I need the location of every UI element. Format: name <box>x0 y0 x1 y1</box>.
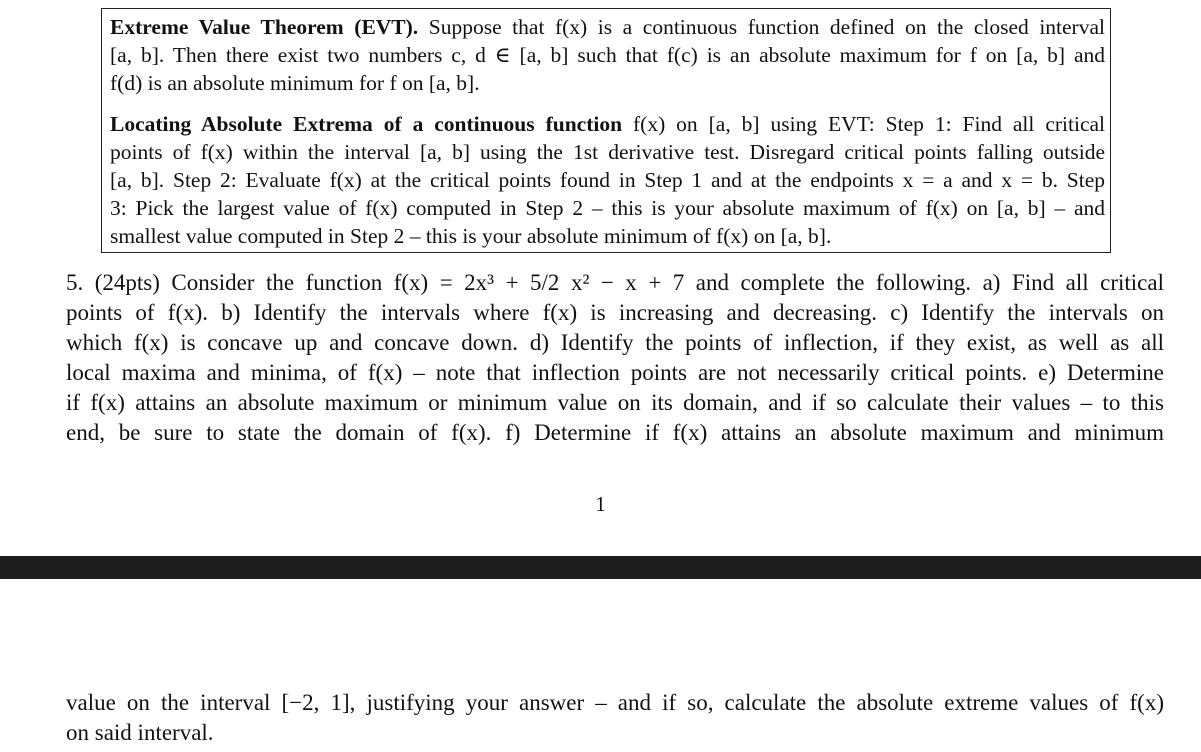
evt-line-2: [a, b]. Then there exist two numbers c, d ∈ [a, b] such that f(c) is an absolute maximum for f on [a, b] and <box>110 43 1105 67</box>
problem-5-continued <box>66 688 1164 748</box>
page-separator <box>0 556 1201 579</box>
locating-line-4: 3: Pick the largest value of f(x) computed in Step 2 – this is your absolute maximum of f(x) on [a, b] – and <box>110 196 1105 220</box>
locating-line-3: [a, b]. Step 2: Evaluate f(x) at the critical points found in Step 1 and at the endpoints x = a and x = b. Step <box>110 168 1105 192</box>
problem-line-6: end, be sure to state the domain of f(x). f) Determine if f(x) attains an absolute maximum and minimum <box>66 420 1164 445</box>
locating-line-1: f(x) on [a, b] using EVT: Step 1: Find all critical <box>633 112 1105 136</box>
locating-line-5: smallest value computed in Step 2 – this is your absolute minimum of f(x) on [a, b]. <box>110 224 832 248</box>
continuation-line-2: on said interval. <box>66 720 214 745</box>
locating-paragraph <box>110 110 1105 250</box>
evt-title: Extreme Value Theorem (EVT). <box>110 15 419 39</box>
problem-5 <box>66 268 1164 448</box>
evt-paragraph <box>110 13 1105 97</box>
problem-line-4: local maxima and minima, of f(x) – note that inflection points are not necessarily critical points. e) Determine <box>66 360 1164 385</box>
evt-line-3: f(d) is an absolute minimum for f on [a, b]. <box>110 71 480 95</box>
evt-line-1: Suppose that f(x) is a continuous function defined on the closed interval <box>428 15 1105 39</box>
locating-title: Locating Absolute Extrema of a continuous function <box>110 112 623 136</box>
problem-line-5: if f(x) attains an absolute maximum or minimum value on its domain, and if so calculate their values – to this <box>66 390 1164 415</box>
problem-line-2: points of f(x). b) Identify the intervals where f(x) is increasing and decreasing. c) Identify the intervals on <box>66 300 1164 325</box>
problem-line-3: which f(x) is concave up and concave down. d) Identify the points of inflection, if they exist, as well as all <box>66 330 1164 355</box>
page-number: 1 <box>595 492 606 516</box>
locating-line-2: points of f(x) within the interval [a, b] using the 1st derivative test. Disregard critical points falling outside <box>110 140 1105 164</box>
continuation-line-1: value on the interval [−2, 1], justifying your answer – and if so, calculate the absolute extreme values of f(x) <box>66 690 1164 715</box>
problem-line-1: 5. (24pts) Consider the function f(x) = 2x³ + 5/2 x² − x + 7 and complete the following. a) Find all critical <box>66 270 1164 295</box>
